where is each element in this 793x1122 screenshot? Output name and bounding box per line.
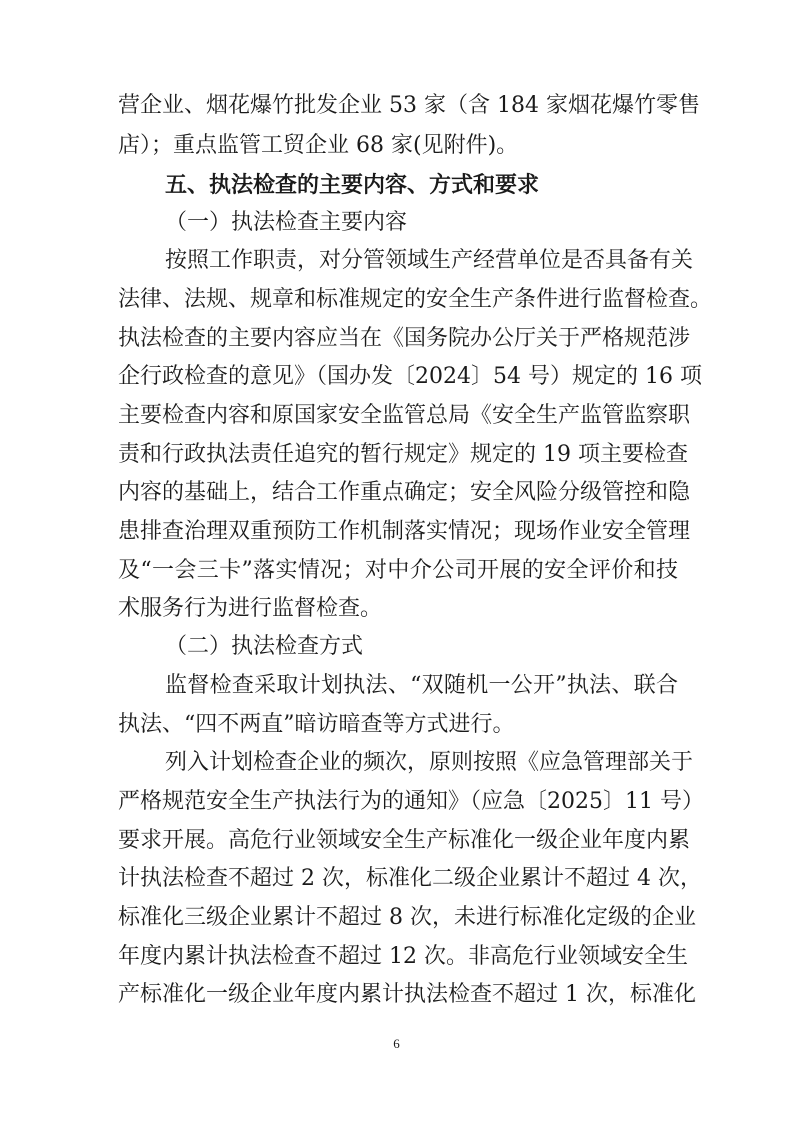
page-number: 6 — [393, 1036, 400, 1051]
subsection-heading-1: （一）执法检查主要内容 — [165, 210, 408, 235]
body-line-17: 执法、“四不两直”暗访暗查等方式进行。 — [118, 712, 515, 737]
body-line-18: 列入计划检查企业的频次，原则按照《应急管理部关于 — [165, 750, 694, 775]
section-heading-5: 五、执法检查的主要内容、方式和要求 — [165, 173, 540, 198]
body-line-20: 要求开展。高危行业领域安全生产标准化一级企业年度内累 — [118, 828, 691, 853]
body-line-24: 产标准化一级企业年度内累计执法检查不超过 1 次，标准化 — [118, 982, 696, 1007]
body-line-21: 计执法检查不超过 2 次，标准化二级企业累计不超过 4 次， — [118, 866, 702, 891]
body-line-16: 监督检查采取计划执法、“双随机一公开”执法、联合 — [165, 673, 678, 698]
body-line-19: 严格规范安全生产执法行为的通知》（应急〔2025〕11 号） — [118, 789, 704, 814]
body-line-1: 营企业、烟花爆竹批发企业 53 家（含 184 家烟花爆竹零售 — [118, 93, 700, 118]
body-line-9: 主要检查内容和原国家安全监管总局《安全生产监管监察职 — [118, 403, 691, 428]
body-line-8: 企行政检查的意见》（国办发〔2024〕54 号）规定的 16 项 — [118, 364, 702, 389]
body-line-22: 标准化三级企业累计不超过 8 次，未进行标准化定级的企业 — [118, 905, 696, 930]
body-line-11: 内容的基础上，结合工作重点确定；安全风险分级管控和隐 — [118, 480, 691, 505]
body-line-13: 及“一会三卡”落实情况；对中介公司开展的安全评价和技 — [118, 558, 678, 583]
body-line-12: 患排查治理双重预防工作机制落实情况；现场作业安全管理 — [118, 519, 691, 544]
body-line-23: 年度内累计执法检查不超过 12 次。非高危行业领域安全生 — [118, 944, 688, 969]
body-line-5: 按照工作职责，对分管领域生产经营单位是否具备有关 — [165, 248, 694, 273]
body-line-2: 店）；重点监管工贸企业 68 家(见附件)。 — [118, 133, 519, 158]
body-line-14: 术服务行为进行监督检查。 — [118, 596, 383, 621]
body-line-7: 执法检查的主要内容应当在《国务院办公厅关于严格规范涉 — [118, 326, 691, 351]
subsection-heading-2: （二）执法检查方式 — [165, 634, 364, 659]
body-line-10: 责和行政执法责任追究的暂行规定》规定的 19 项主要检查 — [118, 442, 688, 467]
body-line-6: 法律、法规、规章和标准规定的安全生产条件进行监督检查。 — [118, 287, 713, 312]
